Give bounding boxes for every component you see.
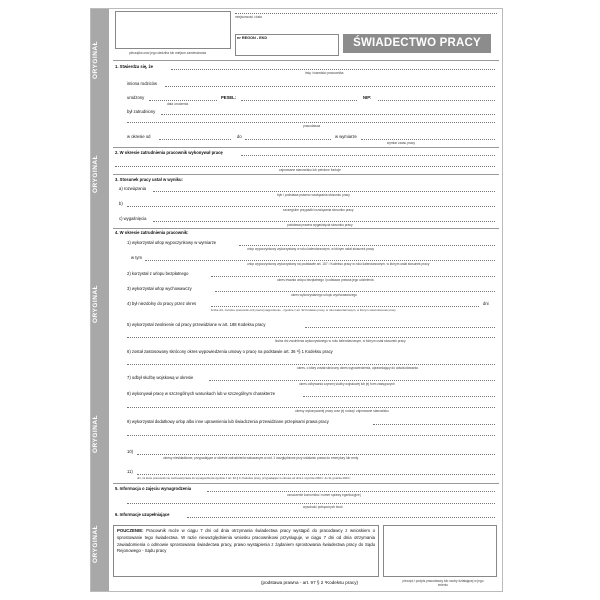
place-date-line[interactable] <box>235 13 497 14</box>
s4-3-label: 3) wykorzystał urlop wychowawczy <box>127 286 192 291</box>
stamp-caption: pieczątka oraz jego siedziba lub miejsce zamieszkania <box>129 51 207 55</box>
section-6-label: 6. Informacje uzupełniające <box>115 512 170 517</box>
termination-b-line[interactable] <box>127 206 495 207</box>
s4-1-w-tym-label: w tym <box>131 255 142 260</box>
position-line-2[interactable] <box>115 166 495 167</box>
s4-7-caption: okres odbywania czynnej służby wojskowej lub jej form zastępczych <box>299 382 395 386</box>
s4-9-line[interactable] <box>373 424 495 425</box>
signature-box[interactable] <box>383 525 497 577</box>
termination-a-label: a) rozwiązania <box>119 186 146 191</box>
s4-5-caption: liczba dni zwolnienia wykorzystanego w roku kalendarzowym, w którym ustał stosunek pracy <box>275 339 406 343</box>
s4-1-label: 1) wykorzystał urlop wypoczynkowy w wymiarze <box>127 240 217 245</box>
section-3-label: 3. Stosunek pracy ustał w wyniku: <box>115 177 183 182</box>
s4-4-line[interactable] <box>211 306 479 307</box>
nip-label: NIP: <box>363 95 372 100</box>
bailiff-caption: oznaczenie komornika i numer sprawy egzekucyjnej <box>287 493 361 497</box>
s4-11-caption: dni, za które pracownik nie zachował prawa do wynagrodzenia zgodnie z art. 92 § 1¹ Kodeksu pracy, przypadające w okresie od dnia 1 stycznia 2003 r. do 31 grudnia 2003 r. <box>137 476 352 480</box>
employer-stamp-box[interactable] <box>115 11 231 49</box>
s4-1-w-tym-line[interactable] <box>145 260 495 261</box>
s4-4-caption: liczba dni, za które pracownik otrzymał wynagrodzenie - zgodnie z art. 92 Kodeksu pracy, w roku kalendarzowym, w którym ustał stosunek pracy <box>211 308 396 312</box>
instruction-text: Pracownik może w ciągu 7 dni od dnia otrzymania świadectwa pracy wystąpić do pracodawcy z wnioskiem o sprostowanie tego świadectwa. W razie nieuwzględnienia wniosku pracownikowi przysługuje, w ciągu 7 dni od dnia otrzymania zawiadomienia o odmowie sprostowania świadectwa pracy, prawo wystąpienia z żądaniem sprostowania świadectwa pracy do Sądu Rejonowego - Sądu pracy <box>117 528 375 554</box>
strip-label: ORYGINAŁ <box>92 40 99 80</box>
original-side-strip <box>91 9 109 591</box>
s4-5-line[interactable] <box>305 327 495 328</box>
strip-label: ORYGINAŁ <box>92 524 99 564</box>
legal-basis: (podstawa prawna - art. 97 § 2 ¹Kodeksu pracy) <box>261 580 359 585</box>
s4-9-line-2[interactable] <box>127 435 495 436</box>
period-to-label: do <box>237 134 242 139</box>
employee-name-line[interactable] <box>171 69 495 70</box>
parents-label: imiona rodziców <box>127 81 158 86</box>
employee-name-caption: imię i nazwisko pracownika <box>305 71 344 75</box>
position-caption: zajmowane stanowisko lub pełnione funkcje <box>279 168 341 172</box>
section-2-label: 2. W okresie zatrudnienia pracownik wykonywał pracę <box>115 150 223 155</box>
document-title: ŚWIADECTWO PRACY <box>343 34 491 53</box>
pesel-label: PESEL: <box>221 95 237 100</box>
period-from-label: w okresie od <box>127 134 151 139</box>
place-date-caption: miejscowość i data <box>235 15 262 19</box>
s4-8-line[interactable] <box>303 396 495 397</box>
s4-8-label: 8) wykonywał pracę w szczególnych warunkach lub w szczególnym charakterze <box>127 391 276 396</box>
s4-5-label: 5) wykorzystał zwolnienie od pracy przewidziane w art. 188 Kodeksu pracy <box>127 322 266 327</box>
s4-2-label: 2) korzystał z urlopu bezpłatnego <box>127 271 189 276</box>
s4-6-line[interactable] <box>127 364 495 365</box>
s4-4-label: 4) był niezdolny do pracy przez okres <box>127 301 197 306</box>
divider <box>113 174 499 175</box>
s4-11-label: 11) <box>127 469 133 474</box>
strip-label: ORYGINAŁ <box>92 284 99 324</box>
hours-line[interactable] <box>361 139 495 140</box>
period-from-line[interactable] <box>159 139 231 140</box>
deduction-line[interactable] <box>127 503 495 504</box>
bailiff-line[interactable] <box>207 491 495 492</box>
s4-6-caption: okres, o który został skrócony okres wypowiedzenia, uprawniający do odszkodowania <box>297 366 418 370</box>
termination-b-caption: szczególne przypadki rozwiązania stosunku pracy <box>283 208 354 212</box>
born-label: urodzony <box>127 95 145 100</box>
termination-c-label: c) wygaśnięcia <box>119 216 147 221</box>
born-line[interactable] <box>149 100 217 101</box>
section-1-label: 1. Stwierdza się, że <box>115 64 153 69</box>
termination-a-line[interactable] <box>153 191 495 192</box>
hours-label: w wymiarze <box>335 134 357 139</box>
s4-3-caption: okres wykorzystanego urlopu wychowawczego <box>291 293 358 297</box>
certificate-form <box>90 8 503 592</box>
instruction-label: POUCZENIE: <box>117 528 144 533</box>
strip-label: ORYGINAŁ <box>92 154 99 194</box>
s4-8-line-2[interactable] <box>127 407 495 408</box>
period-to-line[interactable] <box>245 139 331 140</box>
s4-1-caption: urlop wypoczynkowy wykorzystany w roku kalendarzowym, w którym ustał stosunek pracy <box>247 247 375 251</box>
position-line[interactable] <box>241 155 495 156</box>
employed-label: był zatrudniony <box>127 109 156 114</box>
divider <box>113 147 499 148</box>
s4-9-label: 9) wykorzystał dodatkowy urlop albo inne uprawnienia lub świadczenia przewidziane przepisami prawa pracy <box>127 419 329 424</box>
section-4-label: 4. W okresie zatrudnienia pracownik: <box>115 230 189 235</box>
parents-line[interactable] <box>165 86 495 87</box>
signature-caption: pieczęć i podpis pracodawcy lub osoby działającej w jego imieniu <box>402 579 484 587</box>
s4-4-suffix: dni <box>483 301 489 306</box>
additional-info-line[interactable] <box>187 517 495 518</box>
divider <box>113 228 499 229</box>
s4-1-line[interactable] <box>239 245 495 246</box>
divider <box>113 60 499 61</box>
s4-1-w-tym-caption: urlop wypoczynkowy wykorzystany na podstawie art. 167 ² Kodeksu pracy w roku kalendarzowym, w którym ustał stosunek pracy <box>247 262 430 266</box>
pesel-line[interactable] <box>241 100 357 101</box>
s4-5-line-2[interactable] <box>127 337 495 338</box>
strip-label: ORYGINAŁ <box>92 414 99 454</box>
termination-a-caption: tryb i podstawa prawna rozwiązania stosunku pracy <box>277 193 350 197</box>
s4-7-line[interactable] <box>209 380 495 381</box>
s4-11-line[interactable] <box>137 474 495 475</box>
section-5-label: 5. Informacja o zajęciu wynagrodzenia <box>115 486 192 491</box>
termination-b-label: b) <box>119 201 123 206</box>
employer-line[interactable] <box>127 122 495 123</box>
deduction-caption: wysokość potrąconych kwot <box>303 505 343 509</box>
termination-c-line[interactable] <box>153 221 495 222</box>
nip-line[interactable] <box>378 100 495 101</box>
regon-label: nr REGON - EKD <box>237 36 268 40</box>
born-caption: data urodzenia <box>167 102 189 106</box>
termination-c-caption: podstawa prawna wygaśnięcia stosunku pracy <box>287 223 353 227</box>
s4-2-line[interactable] <box>211 276 495 277</box>
s4-2-caption: okres trwania urlopu bezpłatnego i podstawa prawna jego udzielenia <box>277 278 374 282</box>
divider <box>113 483 499 484</box>
s4-6-label: 6) został zastosowany skrócony okres wypowiedzenia umowy o pracę na podstawie art. 36 ¹§ 1 Kodeksu pracy <box>127 349 333 354</box>
s4-8-caption: okresy wykonywanej pracy oraz jej rodzaj i zajmowane stanowisko <box>295 409 389 413</box>
s4-3-line[interactable] <box>215 291 495 292</box>
employer-caption: pracodawca <box>303 124 321 128</box>
s4-7-label: 7) odbył służbę wojskową w okresie <box>127 375 194 380</box>
s4-10-caption: okresy nieskładkowe, przypadające w okresie zatrudnienia wskazanym w ust. 1 uwzględnione przy ustalaniu prawa do emerytury lub renty <box>163 456 359 460</box>
instruction-box <box>113 525 379 577</box>
employed-line[interactable] <box>161 114 495 115</box>
hours-caption: wymiar czasu pracy <box>387 141 415 145</box>
s4-10-line[interactable] <box>137 454 495 455</box>
s4-10-label: 10) <box>127 449 134 454</box>
